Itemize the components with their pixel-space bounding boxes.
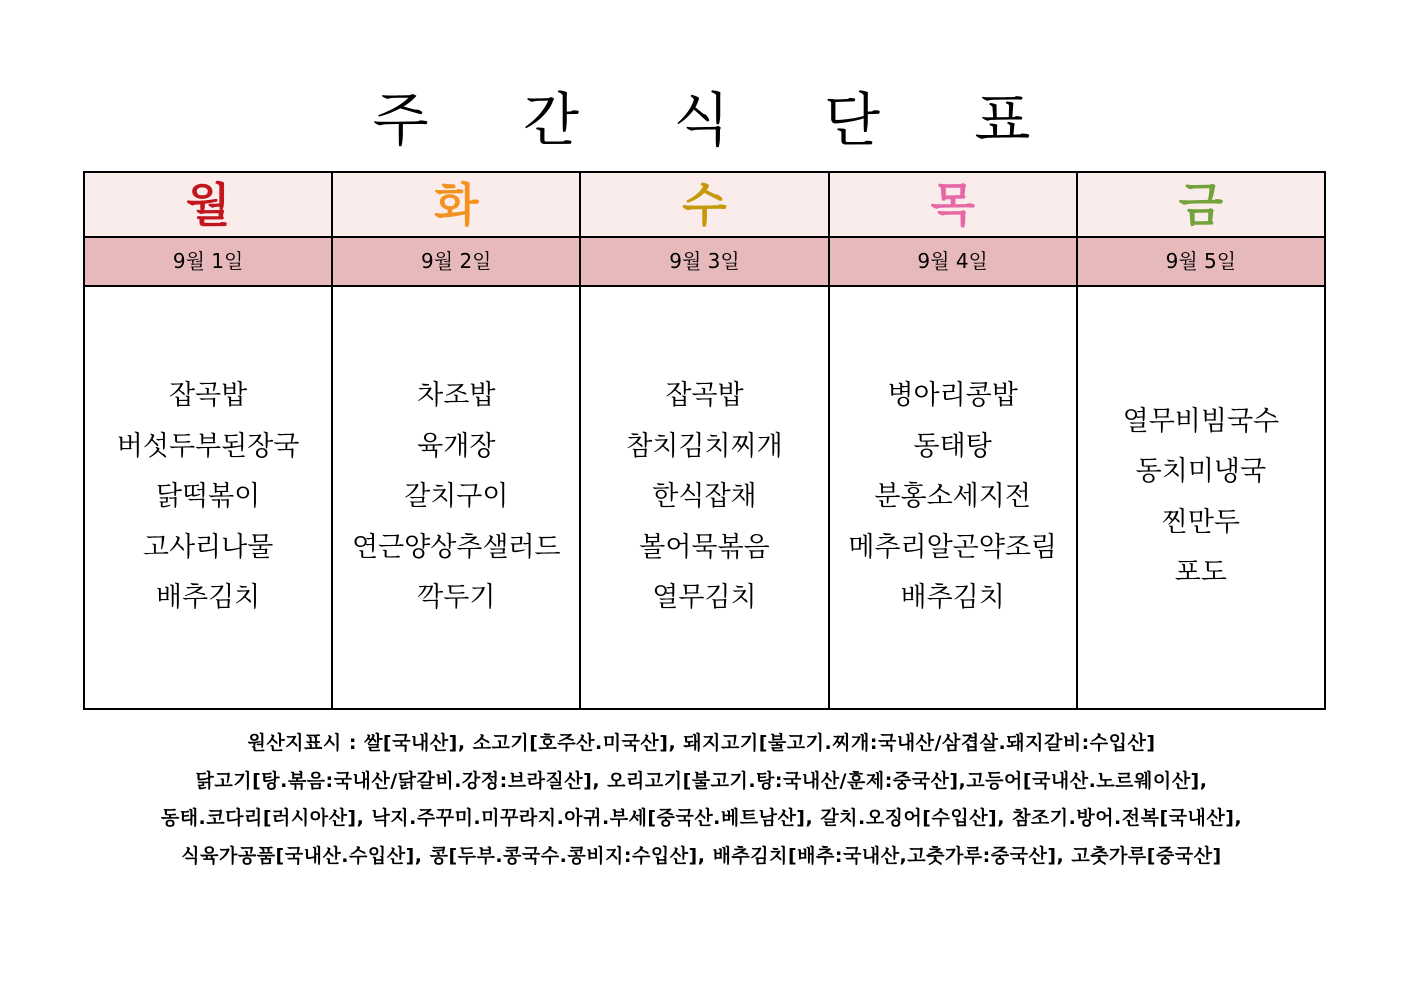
menu-item: 차조밥 [417, 380, 496, 412]
menu-item: 메추리알곤약조림 [848, 531, 1057, 563]
date-thursday: 9월 4일 [829, 237, 1077, 286]
date-tuesday: 9월 2일 [332, 237, 580, 286]
menu-item: 병아리콩밥 [887, 380, 1018, 412]
day-header-thursday: 목 [829, 172, 1077, 237]
menu-item: 배추김치 [900, 582, 1005, 614]
menu-item: 잡곡밥 [665, 380, 744, 412]
menu-cell-wednesday [580, 286, 828, 709]
weekly-menu-table [83, 171, 1326, 710]
day-header-friday: 금 [1077, 172, 1325, 237]
date-row [84, 237, 1325, 286]
menu-cell-tuesday [332, 286, 580, 709]
origin-notice [40, 725, 1363, 875]
origin-line: 동태.코다리[러시아산], 낙지.주꾸미.미꾸라지.아귀.부세[중국산.베트남산], 갈치.오징어[수입산], 참조기.방어.전복[국내산], [160, 807, 1243, 829]
menu-item: 연근양상추샐러드 [351, 531, 561, 563]
menu-item: 버섯두부된장국 [116, 430, 300, 462]
menu-item: 포도 [1174, 557, 1227, 588]
menu-item: 고사리나물 [142, 531, 274, 563]
origin-line: 원산지표시 : 쌀[국내산], 소고기[호주산.미국산], 돼지고기[불고기.찌개:국내산/삼겹살.돼지갈비:수입산] [247, 732, 1156, 754]
day-header-tuesday: 화 [332, 172, 580, 237]
menu-item: 갈치구이 [404, 481, 509, 513]
origin-line: 식육가공품[국내산.수입산], 콩[두부.콩국수.콩비지:수입산], 배추김치[배추:국내산,고춧가루:중국산], 고춧가루[중국산] [181, 844, 1222, 867]
date-wednesday: 9월 3일 [580, 237, 828, 286]
menu-item: 육개장 [417, 430, 496, 462]
day-header-monday: 월 [84, 172, 332, 237]
menu-item: 볼어묵볶음 [639, 531, 770, 563]
menu-item: 깍두기 [417, 582, 496, 614]
menu-cell-friday [1077, 286, 1325, 709]
menu-item: 분홍소세지전 [874, 481, 1031, 513]
day-header-row [84, 172, 1325, 237]
menu-item: 열무비빔국수 [1122, 405, 1280, 437]
day-header-wednesday: 수 [580, 172, 828, 237]
menu-item: 동치미냉국 [1135, 456, 1267, 487]
menu-row [84, 286, 1325, 709]
menu-cell-monday [84, 286, 332, 709]
page-title: 주 간 식 단 표 [372, 86, 1069, 154]
menu-item: 닭떡볶이 [155, 481, 261, 513]
menu-item: 찐만두 [1161, 506, 1240, 538]
menu-item: 열무김치 [652, 582, 757, 614]
menu-cell-thursday [829, 286, 1077, 709]
origin-line: 닭고기[탕.볶음:국내산/닭갈비.강정:브라질산], 오리고기[불고기.탕:국내산/훈제:중국산],고등어[국내산.노르웨이산], [195, 769, 1208, 792]
menu-item: 잡곡밥 [168, 380, 248, 412]
menu-item: 참치김치찌개 [626, 430, 783, 462]
menu-item: 한식잡채 [652, 481, 757, 513]
menu-item: 동태탕 [913, 430, 992, 462]
date-monday: 9월 1일 [84, 237, 332, 286]
date-friday: 9월 5일 [1077, 237, 1325, 286]
menu-item: 배추김치 [155, 582, 261, 614]
